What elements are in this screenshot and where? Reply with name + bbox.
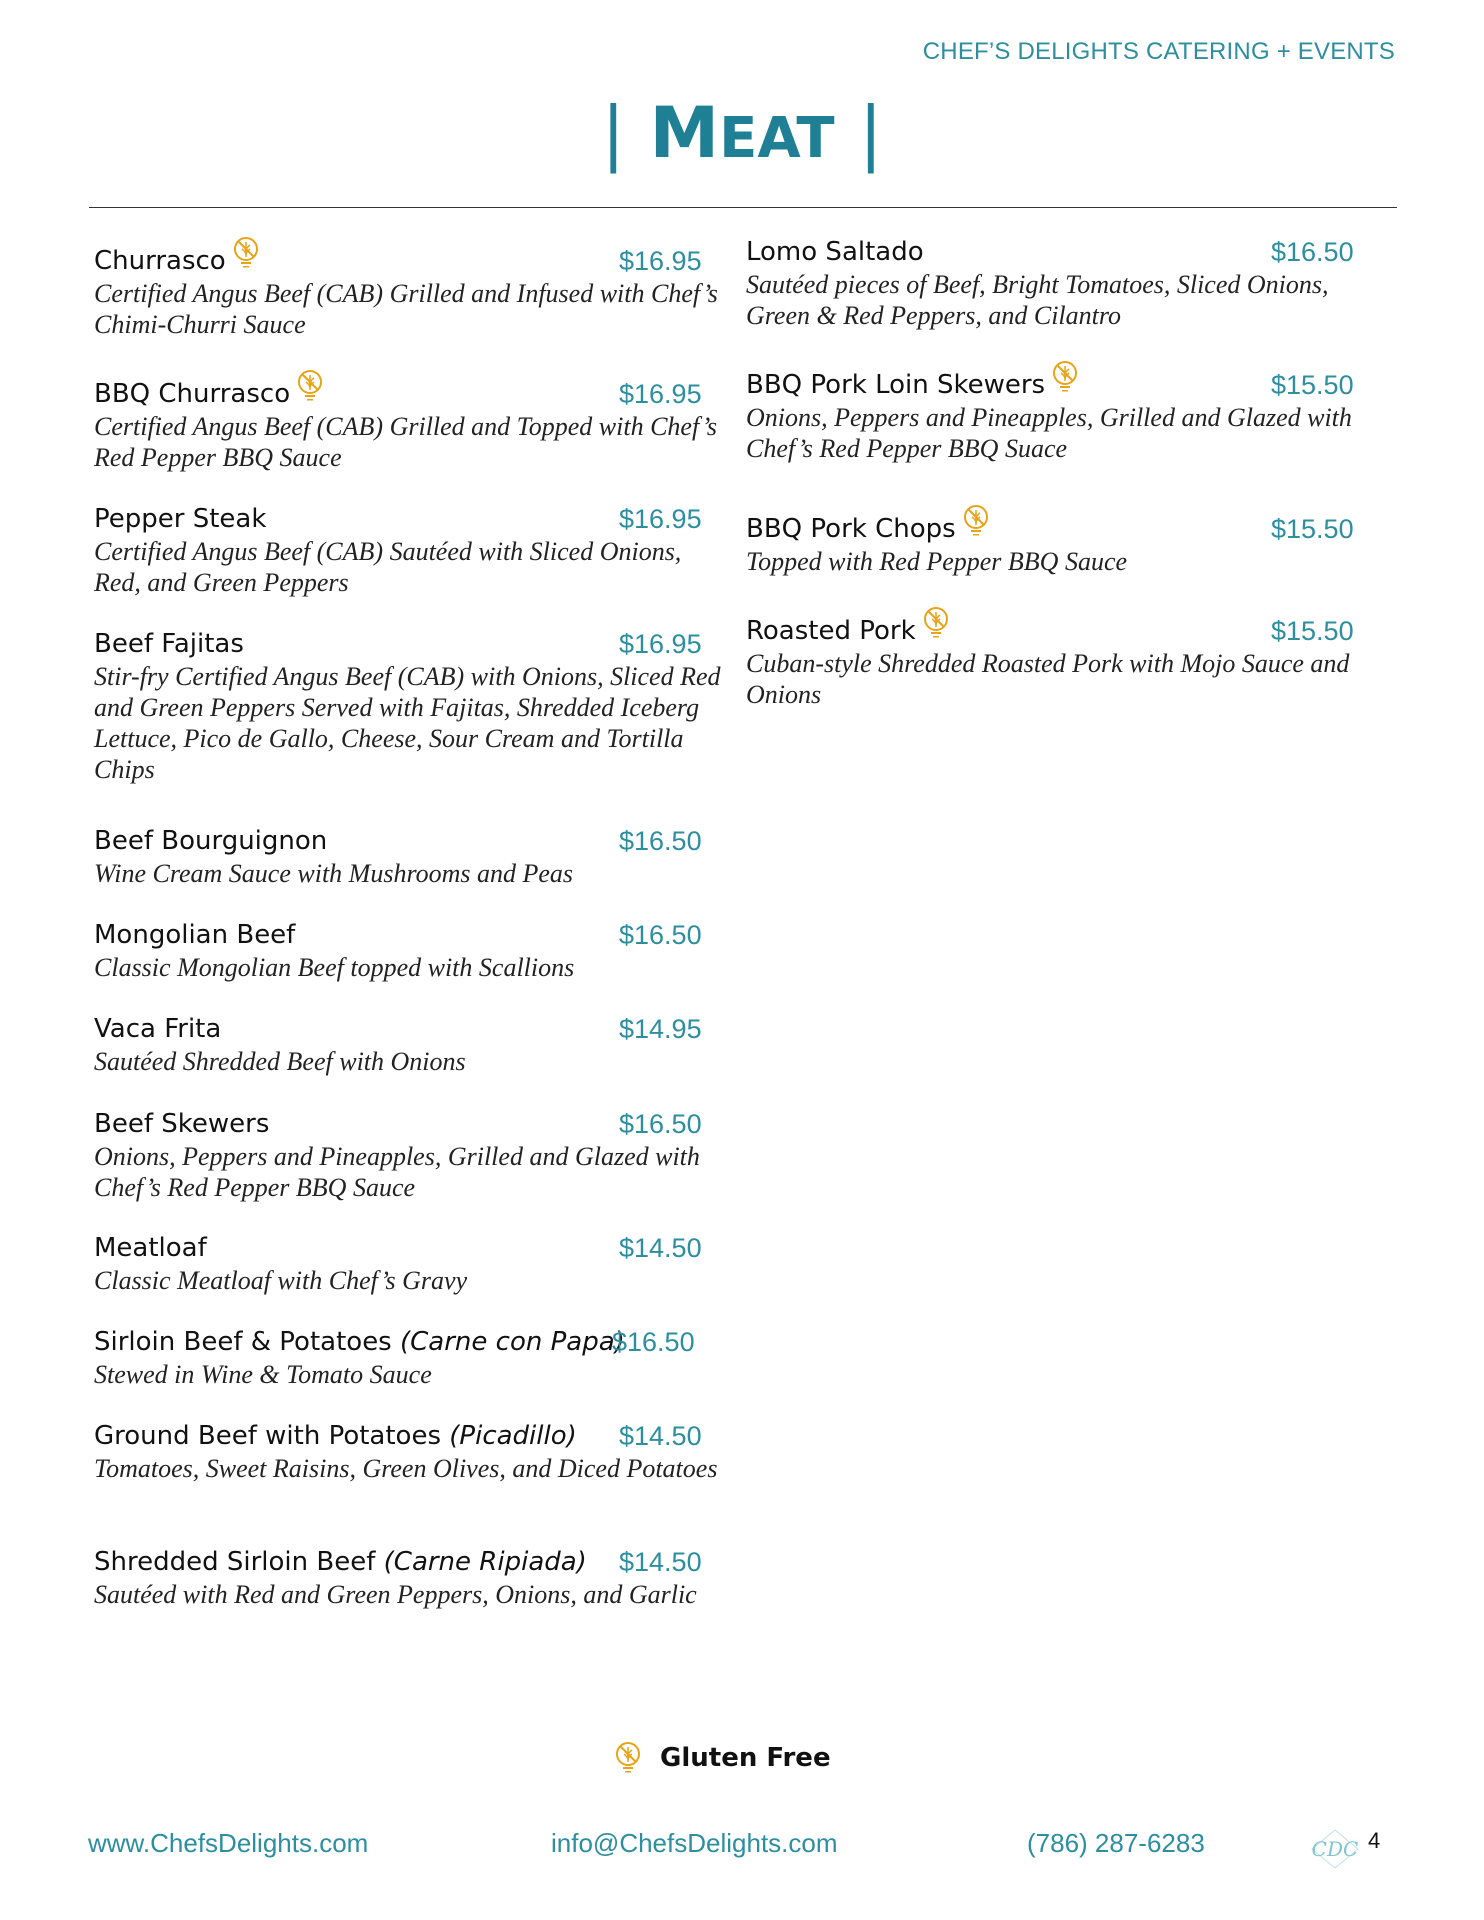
menu-item <box>94 824 714 889</box>
gluten-free-icon <box>614 1741 642 1782</box>
item-price: $14.50 <box>619 1233 702 1263</box>
menu-item <box>94 918 714 983</box>
item-description: Topped with Red Pepper BBQ Sauce <box>746 547 1128 576</box>
menu-item <box>746 235 1366 331</box>
item-description: Certified Angus Beef (CAB) Grilled and Topped with Chef’s Red Pepper BBQ Sauce <box>94 412 717 472</box>
title-bar-left: | <box>601 92 626 174</box>
item-description: Stir-fry Certified Angus Beef (CAB) with Onions, Sliced Red and Green Peppers Served with Fajitas, Shredded Iceberg Lettuce, Pico de Gallo, Cheese, Sour Cream and Tortilla Chips <box>94 662 721 784</box>
gluten-free-icon <box>922 606 950 649</box>
item-name: Lomo Saltado <box>746 237 924 267</box>
page-title <box>0 92 1484 174</box>
item-price: $15.50 <box>1271 514 1354 544</box>
item-description: Onions, Peppers and Pineapples, Grilled and Glazed with Chef’s Red Pepper BBQ Sauce <box>94 1142 700 1202</box>
item-alt-name: (Carne con Papa) <box>400 1327 625 1357</box>
item-price: $14.50 <box>619 1547 702 1577</box>
item-price: $15.50 <box>1271 370 1354 400</box>
item-name: BBQ Churrasco <box>94 379 291 409</box>
email-link[interactable]: info@ChefsDelights.com <box>551 1828 838 1858</box>
item-price: $16.95 <box>619 504 702 534</box>
menu-item <box>746 512 1366 577</box>
menu-item <box>94 502 714 598</box>
item-price: $14.50 <box>619 1421 702 1451</box>
title-bar-right: | <box>858 92 883 174</box>
menu-item <box>94 1419 718 1484</box>
title-rest: EAT <box>719 106 835 171</box>
menu-item <box>746 614 1366 710</box>
legend-label: Gluten Free <box>660 1743 831 1773</box>
item-name: Vaca Frita <box>94 1014 222 1044</box>
gluten-free-icon <box>232 236 260 279</box>
item-name: BBQ Pork Loin Skewers <box>746 370 1046 400</box>
item-alt-name: (Picadillo) <box>449 1421 577 1451</box>
menu-item <box>746 368 1366 464</box>
item-price: $16.95 <box>619 629 702 659</box>
item-description: Cuban-style Shredded Roasted Pork with Mojo Sauce and Onions <box>746 649 1350 709</box>
item-name: Pepper Steak <box>94 504 267 534</box>
item-description: Onions, Peppers and Pineapples, Grilled and Glazed with Chef’s Red Pepper BBQ Suace <box>746 403 1352 463</box>
cdc-logo <box>1306 1826 1364 1872</box>
menu-item <box>94 377 717 473</box>
menu-item <box>94 627 721 785</box>
item-name: Meatloaf <box>94 1233 207 1263</box>
item-name: Roasted Pork <box>746 616 916 646</box>
item-description: Tomatoes, Sweet Raisins, Green Olives, and Diced Potatoes <box>94 1454 718 1483</box>
menu-item <box>94 1545 714 1610</box>
website-link[interactable]: www.ChefsDelights.com <box>88 1828 369 1858</box>
gluten-free-icon <box>1051 360 1079 403</box>
phone-number[interactable]: (786) 287-6283 <box>1027 1828 1205 1858</box>
logo-text: CDC <box>1311 1837 1359 1861</box>
item-name: Shredded Sirloin Beef <box>94 1547 376 1577</box>
item-price: $14.95 <box>619 1014 702 1044</box>
item-price: $16.50 <box>619 1109 702 1139</box>
gluten-free-icon <box>296 369 324 412</box>
item-description: Wine Cream Sauce with Mushrooms and Peas <box>94 859 574 888</box>
page-number: 4 <box>1368 1828 1381 1853</box>
menu-item <box>94 1012 714 1077</box>
item-description: Sautéed Shredded Beef with Onions <box>94 1047 466 1076</box>
item-name: Beef Bourguignon <box>94 826 328 856</box>
item-name: BBQ Pork Chops <box>746 514 956 544</box>
item-description: Classic Mongolian Beef topped with Scallions <box>94 953 575 982</box>
item-description: Sautéed with Red and Green Peppers, Onions, and Garlic <box>94 1580 697 1609</box>
brand-name: CHEF’S DELIGHTS CATERING + EVENTS <box>922 38 1395 65</box>
item-name: Beef Fajitas <box>94 629 244 659</box>
item-price: $15.50 <box>1271 616 1354 646</box>
menu-item <box>94 1325 714 1390</box>
item-name: Sirloin Beef & Potatoes <box>94 1327 392 1357</box>
item-name: Churrasco <box>94 246 226 276</box>
item-alt-name: (Carne Ripiada) <box>383 1547 587 1577</box>
menu-item <box>94 1231 714 1296</box>
item-price: $16.95 <box>619 246 702 276</box>
item-description: Sautéed pieces of Beef, Bright Tomatoes, Sliced Onions, Green & Red Peppers, and Cilantro <box>746 270 1329 330</box>
item-name: Ground Beef with Potatoes <box>94 1421 442 1451</box>
item-description: Stewed in Wine & Tomato Sauce <box>94 1360 432 1389</box>
item-price: $16.50 <box>612 1327 695 1357</box>
title-first-letter: M <box>649 92 720 174</box>
item-name: Beef Skewers <box>94 1109 270 1139</box>
item-price: $16.50 <box>619 826 702 856</box>
menu-item <box>94 244 718 340</box>
item-name: Mongolian Beef <box>94 920 296 950</box>
item-price: $16.50 <box>619 920 702 950</box>
menu-item <box>94 1107 714 1203</box>
item-description: Classic Meatloaf with Chef’s Gravy <box>94 1266 468 1295</box>
gluten-free-legend <box>608 1743 831 1782</box>
item-description: Certified Angus Beef (CAB) Grilled and Infused with Chef’s Chimi-Churri Sauce <box>94 279 718 339</box>
item-price: $16.50 <box>1271 237 1354 267</box>
item-price: $16.95 <box>619 379 702 409</box>
header-divider <box>89 207 1397 208</box>
gluten-free-icon <box>962 504 990 547</box>
item-description: Certified Angus Beef (CAB) Sautéed with Sliced Onions, Red, and Green Peppers <box>94 537 682 597</box>
